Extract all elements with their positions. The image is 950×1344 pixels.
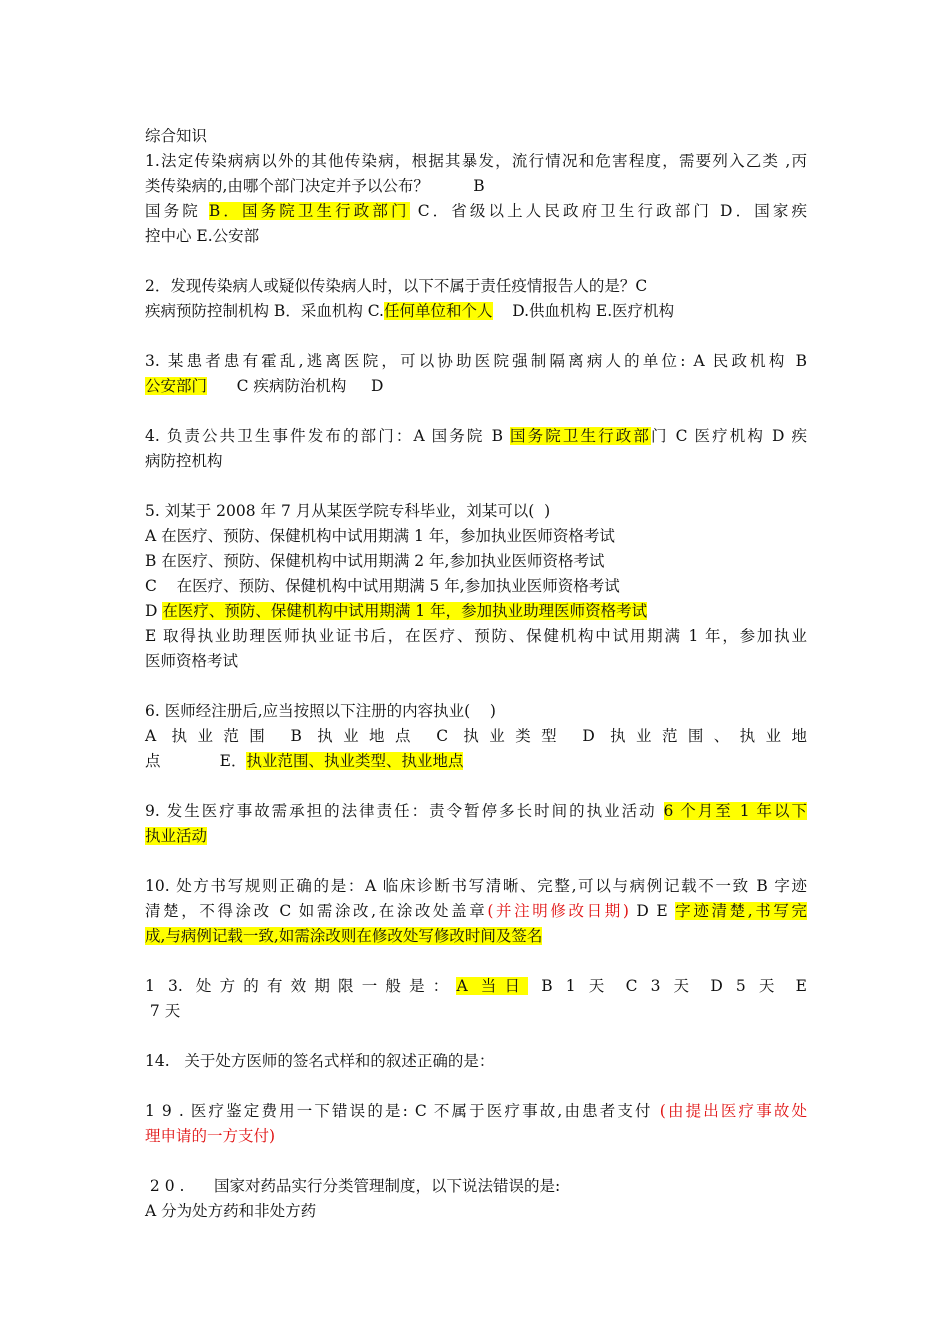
question-5-option-c: C 在医疗、预防、保健机构中试用期满 5 年,参加执业医师资格考试	[145, 577, 620, 595]
question-20-option-a: A 分为处方药和非处方药	[145, 1202, 317, 1220]
question-4-text	[145, 424, 807, 449]
option-text: D.供血机构 E.医疗机构	[492, 302, 675, 320]
option-text: B 1 天 C 3 天 D 5 天 E	[528, 977, 807, 995]
highlighted-answer: A 当日	[456, 977, 529, 995]
question-5-option-e-cont: 医师资格考试	[145, 652, 239, 670]
question-5-option-b: B 在医疗、预防、保健机构中试用期满 2 年,参加执业医师资格考试	[145, 552, 605, 570]
highlighted-answer: 国务院卫生行政部	[510, 427, 651, 445]
option-text: 疾病预防控制机构 B．采血机构 C.	[145, 302, 384, 320]
option-text: 清楚，不得涂改 C 如需涂改,在涂改处盖章	[145, 902, 488, 920]
paragraph-gap	[145, 674, 807, 699]
highlighted-answer: 在医疗、预防、保健机构中试用期满 1 年，参加执业助理医师资格考试	[162, 602, 648, 620]
question-20-text: 2 0 . 国家对药品实行分类管理制度，以下说法错误的是:	[145, 1177, 561, 1195]
document-title: 综合知识	[145, 127, 208, 145]
question-9-text	[145, 799, 807, 824]
question-10-answer-cont	[145, 924, 807, 949]
document-body	[145, 124, 807, 1224]
highlighted-answer: 字迹清楚,书写完	[675, 902, 807, 920]
red-annotation: 理申请的一方支付)	[145, 1127, 276, 1145]
question-13-text	[145, 974, 807, 999]
red-annotation: (由提出医疗事故处	[659, 1102, 807, 1120]
question-19-text-cont	[145, 1124, 807, 1149]
question-13-text-cont: 7 天	[145, 1002, 181, 1020]
option-text: 国务院	[145, 202, 209, 220]
highlighted-answer: 公安部门	[145, 377, 208, 395]
question-2-options	[145, 299, 807, 324]
option-text: 点 E．	[145, 752, 247, 770]
question-text: 1 3. 处方的有效期限一般是：	[145, 977, 457, 995]
highlighted-answer: B．国务院卫生行政部门	[208, 202, 410, 220]
option-text: D E	[628, 902, 676, 920]
highlighted-answer: 任何单位和个人	[383, 302, 493, 320]
question-1-options	[145, 199, 807, 224]
question-1-text-cont: 类传染病的,由哪个部门决定并予以公布？ B	[145, 177, 485, 195]
question-14-text: 14. 关于处方医师的签名式样和的叙述正确的是：	[145, 1052, 495, 1070]
question-4-text-cont: 病防控机构	[145, 452, 223, 470]
question-text: 1 9 . 医疗鉴定费用一下错误的是: C 不属于医疗事故,由患者支付	[145, 1102, 660, 1120]
option-letter: D	[145, 602, 163, 620]
question-5-option-d	[145, 599, 807, 624]
option-text: C．省级以上人民政府卫生行政部门 D．国家疾	[409, 202, 807, 220]
highlighted-answer: 执业活动	[145, 827, 208, 845]
paragraph-gap	[145, 1074, 807, 1099]
question-6-text: 6. 医师经注册后,应当按照以下注册的内容执业( )	[145, 702, 496, 720]
question-10-text-cont	[145, 899, 807, 924]
question-3-text: 3. 某患者患有霍乱,逃离医院，可以协助医院强制隔离病人的单位: A 民政机构 B	[145, 352, 807, 370]
question-6-options-cont	[145, 749, 807, 774]
question-5-option-e: E 取得执业助理医师执业证书后，在医疗、预防、保健机构中试用期满 1 年，参加执业	[145, 627, 807, 645]
highlighted-answer: 6 个月至 1 年以下	[663, 802, 807, 820]
question-1-text: 1.法定传染病病以外的其他传染病，根据其暴发，流行情况和危害程度，需要列入乙类 ,丙	[145, 152, 807, 170]
question-19-text	[145, 1099, 807, 1124]
highlighted-answer: 成,与病例记载一致,如需涂改则在修改处写修改时间及签名	[145, 927, 543, 945]
question-5-option-a: A 在医疗、预防、保健机构中试用期满 1 年，参加执业医师资格考试	[145, 527, 615, 545]
paragraph-gap	[145, 249, 807, 274]
question-text: 9. 发生医疗事故需承担的法律责任：责令暂停多长时间的执业活动	[145, 802, 664, 820]
paragraph-gap	[145, 1024, 807, 1049]
paragraph-gap	[145, 949, 807, 974]
paragraph-gap	[145, 474, 807, 499]
question-5-text: 5. 刘某于 2008 年 7 月从某医学院专科毕业，刘某可以( )	[145, 502, 551, 520]
option-text: 门 C 医疗机构 D 疾	[650, 427, 807, 445]
red-annotation: (并注明修改日期)	[487, 902, 629, 920]
question-3-options	[145, 374, 807, 399]
paragraph-gap	[145, 324, 807, 349]
question-6-options: A 执业范围 B 执业地点 C 执业类型 D 执业范围、执业地	[145, 727, 807, 745]
paragraph-gap	[145, 1149, 807, 1174]
paragraph-gap	[145, 399, 807, 424]
paragraph-gap	[145, 849, 807, 874]
highlighted-answer: 执业范围、执业类型、执业地点	[246, 752, 464, 770]
question-10-text: 10. 处方书写规则正确的是：A 临床诊断书写清晰、完整,可以与病例记载不一致 B 字迹	[145, 877, 807, 895]
question-1-options-cont: 控中心 E.公安部	[145, 227, 260, 245]
question-text: 4. 负责公共卫生事件发布的部门：A 国务院 B	[145, 427, 511, 445]
paragraph-gap	[145, 774, 807, 799]
question-9-text-cont	[145, 824, 807, 849]
question-2-text: 2．发现传染病人或疑似传染病人时，以下不属于责任疫情报告人的是？C	[145, 277, 648, 295]
option-text: C 疾病防治机构 D	[207, 377, 384, 395]
